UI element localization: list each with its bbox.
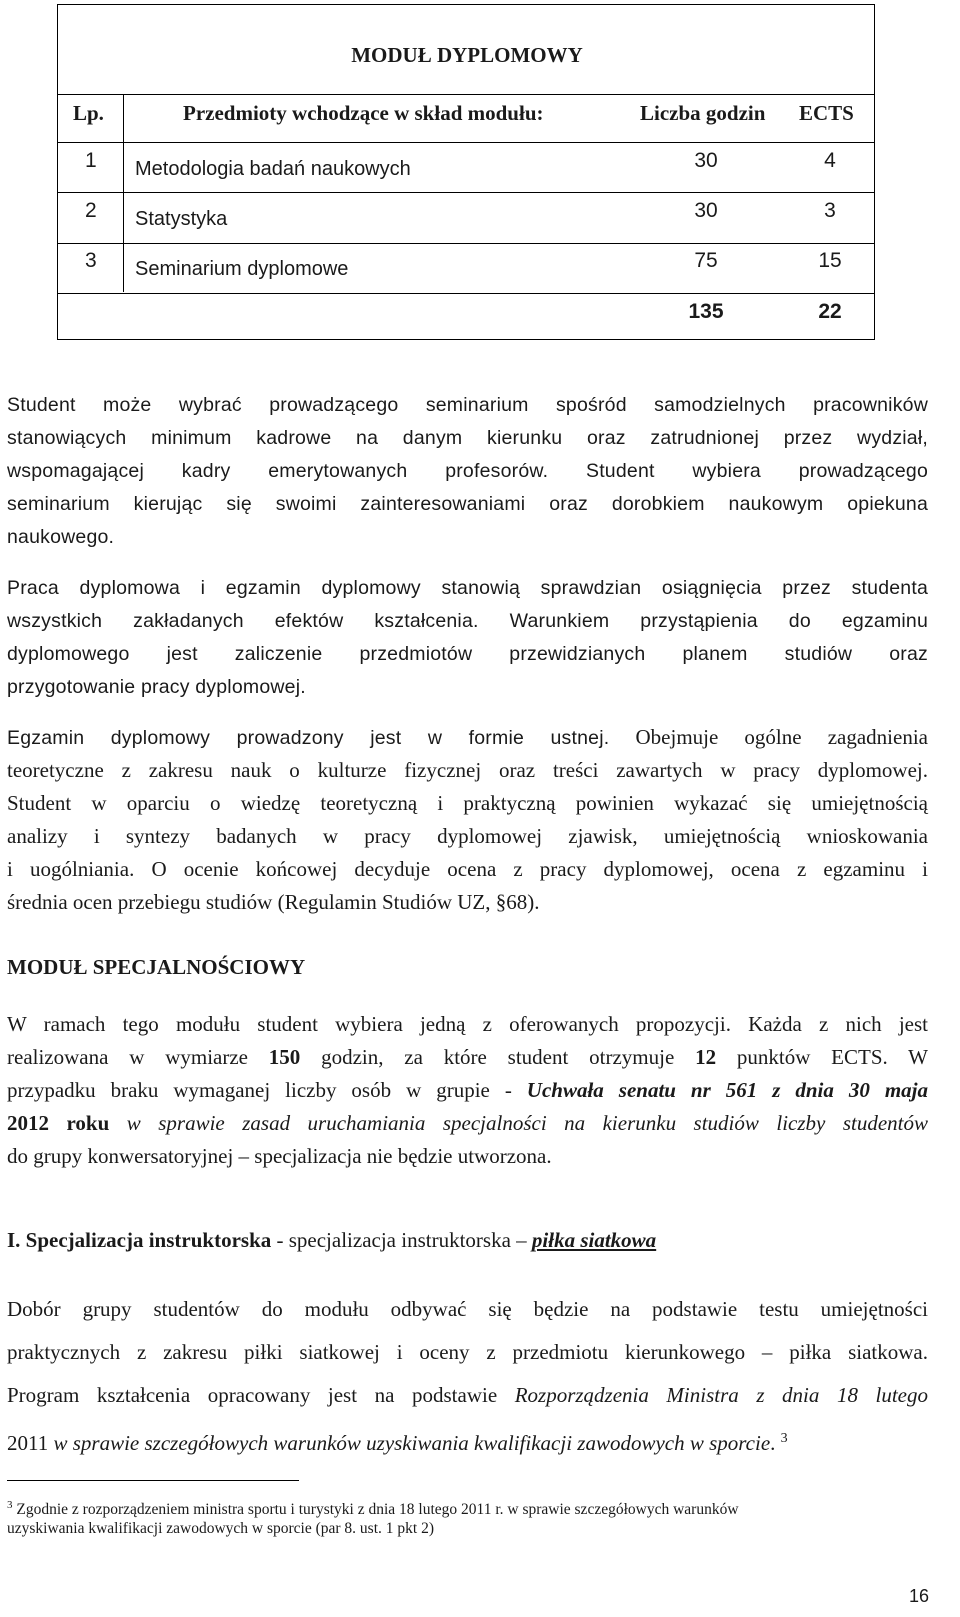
row-hours: 30 (694, 149, 718, 172)
text-run: 2012 roku (7, 1111, 110, 1135)
text-run: Każda z nich jest (730, 1012, 928, 1036)
total-hours: 135 (688, 300, 724, 323)
text-run: . (770, 1431, 776, 1455)
text-line: seminarium kierując się swoimi zainteresowaniami oraz dorobkiem naukowym opiekuna (7, 493, 928, 515)
text-run: Obejmuje ogólne zagadnienia (609, 725, 928, 749)
module-table (57, 4, 875, 340)
text-line (7, 605, 928, 638)
row-lp: 1 (85, 149, 97, 172)
text-run: W (887, 1045, 928, 1069)
subsection-title: I. Specjalizacja instruktorska (7, 1228, 272, 1252)
footnote-separator (7, 1480, 299, 1481)
subsection-discipline: piłka siatkowa (531, 1228, 657, 1252)
text-line: Dobór grupy studentów do modułu odbywać się będzie na podstawie testu umiejętności (7, 1297, 928, 1321)
text-line: Praca dyplomowa i egzamin dyplomowy stanowią sprawdzian osiągnięcia przez studenta (7, 577, 928, 599)
footnote-ref: 3 (780, 1431, 788, 1446)
text-run: realizowana w wymiarze (7, 1045, 269, 1069)
page-number: 16 (908, 1586, 929, 1606)
paragraph-specialization (7, 1008, 928, 1173)
points-value: 12 (695, 1045, 717, 1069)
text-line: naukowego. (7, 526, 115, 548)
text-run: w sprawie zasad uruchamiania specjalności na kierunku studiów liczby studentów (109, 1111, 928, 1135)
footnote-continued: uzyskiwania kwalifikacji zawodowych w sporcie (par 8. ust. 1 pkt 2) (7, 1520, 434, 1537)
text-line (7, 721, 928, 754)
text-line (7, 1074, 928, 1107)
header-ects: ECTS (799, 101, 854, 125)
text-run: Student wybiera prowadzącego (548, 460, 928, 482)
hours-value: 150 (268, 1045, 301, 1069)
text-run: punktów ECTS. (716, 1045, 888, 1069)
text-run: Egzamin dyplomowy prowadzony jest w formie ustnej. (7, 727, 610, 749)
text-run: wspomagającej kadry emerytowanych profesorów. (7, 460, 549, 482)
text-run: i uogólniania. (7, 857, 135, 881)
text-run: wszystkich zakładanych efektów kształcenia. (7, 610, 479, 632)
row-ects: 15 (818, 249, 842, 272)
text-line: dyplomowego jest zaliczenie przedmiotów przewidzianych planem studiów oraz (7, 643, 928, 665)
text-run: w sprawie szczegółowych warunków uzyskiwania kwalifikacji zawodowych w sporcie (48, 1431, 771, 1455)
text-line: Student w oparciu o wiedzę teoretyczną i praktyczną powinien wykazać się umiejętnością (7, 791, 928, 815)
paragraph-thesis (7, 572, 928, 704)
text-line (7, 1041, 928, 1074)
footnote-text: Zgodnie z rozporządzeniem ministra sportu i turystyki z dnia 18 lutego 2011 r. w sprawie szczegółowych warunków (12, 1501, 739, 1519)
text-run: W ramach tego modułu student wybiera jedną z oferowanych propozycji. (7, 1012, 731, 1036)
regulation-reference: Rozporządzenia Ministra z dnia 18 lutego (514, 1383, 928, 1407)
table-col-rule (123, 94, 124, 292)
subsection-heading (7, 1228, 656, 1253)
text-line (7, 1422, 928, 1465)
text-run: godzin, za które student otrzymuje (300, 1045, 696, 1069)
table-rule (58, 293, 874, 294)
text-line: przygotowanie pracy dyplomowej. (7, 676, 306, 698)
subsection-rest: - specjalizacja instruktorska – (271, 1228, 532, 1252)
row-lp: 2 (85, 199, 97, 222)
text-line (7, 853, 928, 886)
row-ects: 4 (824, 149, 836, 172)
header-subjects: Przedmioty wchodzące w skład modułu: (183, 101, 544, 125)
total-ects: 22 (818, 300, 842, 323)
row-lp: 3 (85, 249, 97, 272)
text-run: przypadku braku wymaganej liczby osób w grupie - (7, 1078, 527, 1102)
header-hours: Liczba godzin (640, 101, 766, 125)
text-line (7, 1379, 928, 1422)
text-run: 2011 (7, 1431, 49, 1455)
row-ects: 3 (824, 199, 836, 222)
text-line: Student może wybrać prowadzącego seminarium spośród samodzielnych pracowników (7, 394, 928, 416)
paragraph-supervisor (7, 389, 928, 554)
resolution-reference: Uchwała senatu nr 561 z dnia 30 maja (526, 1078, 928, 1102)
table-rule (58, 243, 874, 244)
table-rule (58, 142, 874, 143)
paragraph-volleyball (7, 1293, 928, 1465)
paragraph-exam (7, 721, 928, 919)
text-line: średnia ocen przebiegu studiów (Regulamin Studiów UZ, §68). (7, 890, 540, 914)
row-subject: Metodologia badań naukowych (135, 158, 411, 180)
row-subject: Seminarium dyplomowe (135, 258, 349, 280)
text-line: teoretyczne z zakresu nauk o kulturze fizycznej oraz treści zawartych w pracy dyplomowej. (7, 758, 928, 782)
table-title: MODUŁ DYPLOMOWY (351, 43, 583, 67)
section-heading: MODUŁ SPECJALNOŚCIOWY (7, 955, 306, 979)
row-subject: Statystyka (135, 208, 228, 230)
text-run: O ocenie końcowej decyduje ocena z pracy dyplomowej, ocena z egzaminu i (134, 857, 928, 881)
table-rule (58, 94, 874, 95)
text-line: praktycznych z zakresu piłki siatkowej i oceny z przedmiotu kierunkowego – piłka siatkowa. (7, 1340, 928, 1364)
text-run: Warunkiem przystąpienia do egzaminu (478, 610, 929, 632)
table-rule (58, 192, 874, 193)
text-run: Program kształcenia opracowany jest na podstawie (7, 1383, 515, 1407)
text-line (7, 1107, 928, 1140)
text-line: stanowiących minimum kadrowe na danym kierunku oraz zatrudnionej przez wydział, (7, 427, 928, 449)
row-hours: 30 (694, 199, 718, 222)
text-line (7, 455, 928, 488)
footnote-number: 3 (7, 1499, 13, 1511)
row-hours: 75 (694, 249, 718, 272)
text-line (7, 1008, 928, 1041)
header-lp: Lp. (73, 101, 104, 125)
text-line: analizy i syntezy badanych w pracy dyplomowej zjawisk, umiejętnością wnioskowania (7, 824, 928, 848)
text-line: do grupy konwersatoryjnej – specjalizacja nie będzie utworzona. (7, 1144, 552, 1168)
